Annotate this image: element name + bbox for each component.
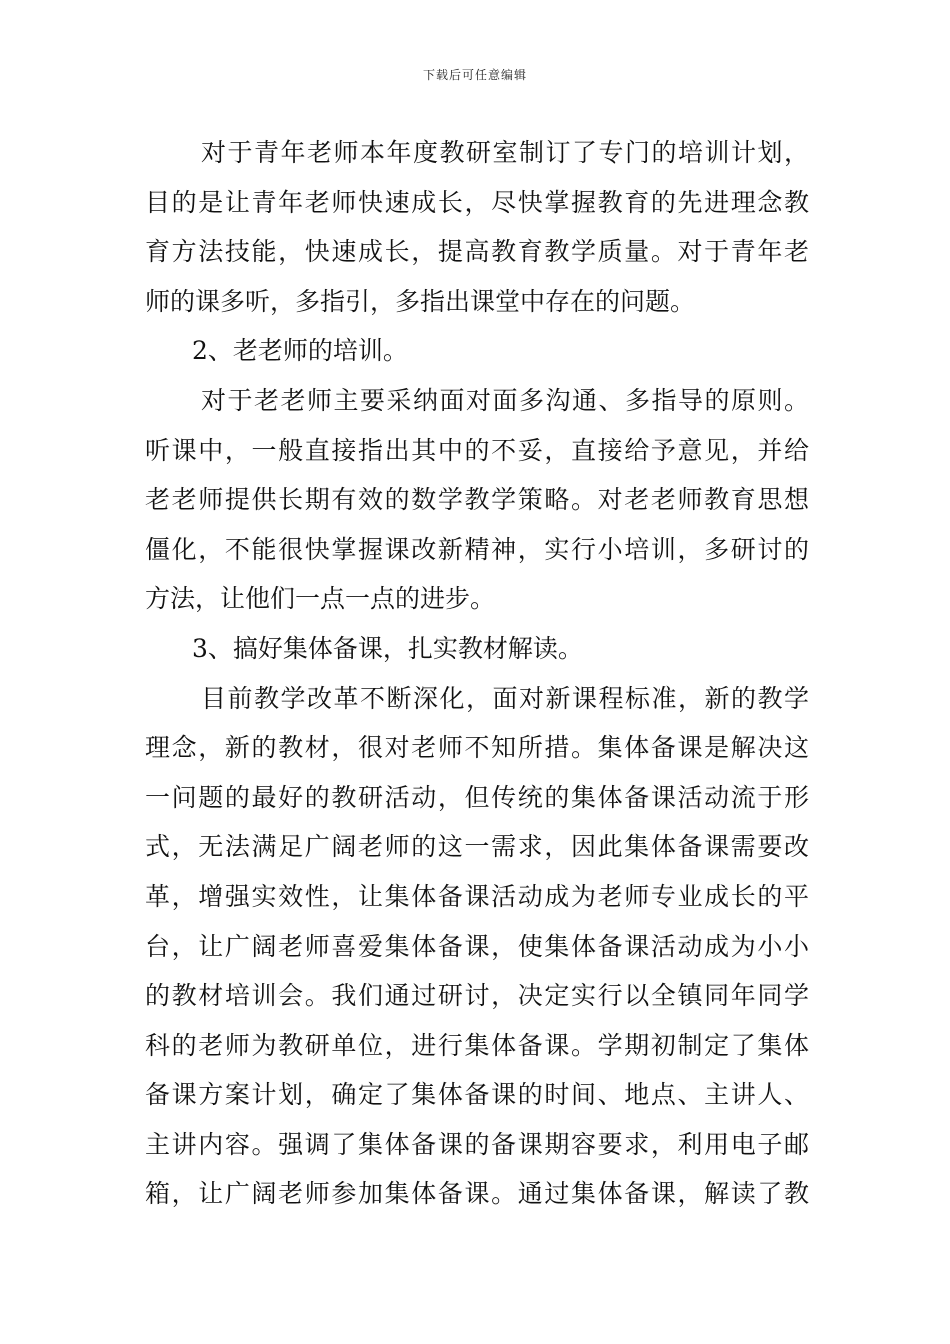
paragraph-collective-lesson-prep xyxy=(145,674,809,1220)
text-line: 箱，让广阔老师参加集体备课。通过集体备课，解读了教 xyxy=(145,1179,809,1209)
text-line: 的教材培训会。我们通过研讨，决定实行以全镇同年同学 xyxy=(145,981,809,1011)
text-line: 方法，让他们一点一点的进步。 xyxy=(145,584,496,614)
text-line: 老老师提供长期有效的数学教学策略。对老老师教育思想 xyxy=(145,485,809,515)
text-line: 听课中，一般直接指出其中的不妥，直接给予意见，并给 xyxy=(145,435,809,465)
paragraph-old-teachers xyxy=(145,376,809,624)
text-line: 主讲内容。强调了集体备课的备课期容要求，利用电子邮 xyxy=(145,1129,809,1159)
page-header-note: 下载后可任意编辑 xyxy=(422,68,527,82)
text-line: 革，增强实效性，让集体备课活动成为老师专业成长的平 xyxy=(145,881,809,911)
section-heading-collective-lesson-prep: 3、搞好集体备课，扎实教材解读。 xyxy=(192,633,583,663)
text-line: 育方法技能，快速成长，提高教育教学质量。对于青年老 xyxy=(145,237,809,267)
section-heading-old-teachers: 2、老老师的培训。 xyxy=(192,336,408,366)
text-line: 一问题的最好的教研活动，但传统的集体备课活动流于形 xyxy=(145,782,809,812)
text-line: 理念，新的教材，很对老师不知所措。集体备课是解决这 xyxy=(145,733,809,763)
text-line: 僵化，不能很快掌握课改新精神，实行小培训，多研讨的 xyxy=(145,534,809,564)
text-line: 式，无法满足广阔老师的这一需求，因此集体备课需要改 xyxy=(145,832,809,862)
text-line: 台，让广阔老师喜爱集体备课，使集体备课活动成为小小 xyxy=(145,931,809,961)
text-line: 科的老师为教研单位，进行集体备课。学期初制定了集体 xyxy=(145,1030,809,1060)
text-line: 目前教学改革不断深化，面对新课程标准，新的教学 xyxy=(201,683,809,713)
paragraph-young-teachers xyxy=(145,128,809,326)
text-line: 对于老老师主要采纳面对面多沟通、多指导的原则。 xyxy=(201,385,809,415)
text-line: 目的是让青年老师快速成长，尽快掌握教育的先进理念教 xyxy=(145,187,809,217)
text-line: 备课方案计划，确定了集体备课的时间、地点、主讲人、 xyxy=(145,1080,809,1110)
text-line: 师的课多听，多指引，多指出课堂中存在的问题。 xyxy=(145,286,696,316)
document-body xyxy=(145,128,809,1219)
text-line: 对于青年老师本年度教研室制订了专门的培训计划， xyxy=(201,138,809,167)
